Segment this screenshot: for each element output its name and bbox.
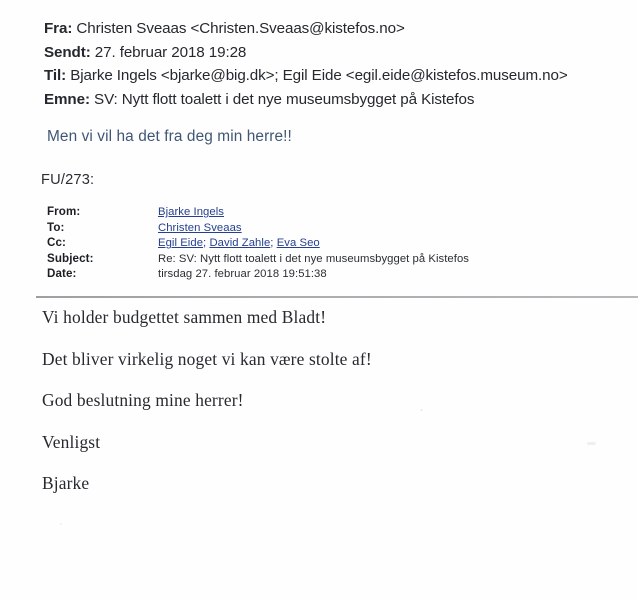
inner-label-subject: Subject: — [47, 251, 94, 265]
body-signoff: Venligst — [42, 431, 101, 452]
inner-label-from: From: — [47, 205, 81, 218]
inner-label-to: To: — [47, 220, 65, 234]
contact-link[interactable]: Egil Eide — [158, 237, 204, 250]
inner-value-to — [158, 222, 242, 234]
inner-header-row-from — [47, 205, 587, 221]
contact-link[interactable]: David Zahle — [209, 237, 271, 250]
inner-label-cc: Cc: — [47, 236, 66, 250]
header-value-sent: 27. februar 2018 19:28 — [94, 43, 247, 61]
contact-link[interactable]: Bjarke Ingels — [158, 206, 224, 218]
header-line-subject — [44, 88, 624, 112]
inner-email-header — [47, 205, 587, 283]
email-body — [42, 307, 602, 493]
body-signature-name: Bjarke — [42, 473, 90, 493]
contact-link[interactable]: Eva Seo — [276, 237, 320, 250]
inner-value-from — [158, 206, 224, 218]
body-paragraph: Det bliver virkelig noget vi kan være stolte af! — [42, 348, 372, 369]
header-label-subject: Emne: — [44, 90, 90, 108]
contact-link[interactable]: Christen Sveaas — [158, 221, 242, 234]
inner-header-row-cc — [47, 236, 587, 252]
reference-code: FU/273: — [41, 172, 95, 188]
body-paragraph: Vi holder budgettet sammen med Bladt! — [42, 307, 327, 327]
quoted-note: Men vi vil ha det fra deg min herre!! — [47, 128, 292, 145]
header-label-sent: Sendt: — [44, 43, 91, 61]
header-value-subject: SV: Nytt flott toalett i det nye museumsbygget på Kistefos — [94, 90, 475, 108]
header-line-from — [44, 17, 624, 41]
header-value-to: Bjarke Ingels <bjarke@big.dk>; Egil Eide <egil.eide@kistefos.museum.no> — [70, 67, 568, 84]
outer-email-header — [44, 17, 624, 111]
inner-value-subject: Re: SV: Nytt flott toalett i det nye museumsbygget på Kistefos — [158, 252, 469, 265]
inner-value-date: tirsdag 27. februar 2018 19:51:38 — [158, 268, 327, 281]
inner-header-row-to — [47, 221, 587, 237]
inner-value-cc: Egil Eide; David Zahle; Eva Seo — [158, 237, 320, 250]
header-body-divider — [36, 296, 638, 298]
header-line-to — [44, 64, 624, 88]
header-value-from: Christen Sveaas <Christen.Sveaas@kistefos.no> — [76, 20, 405, 37]
body-paragraph: God beslutning mine herrer! — [42, 390, 244, 410]
inner-header-row-date — [47, 267, 587, 283]
inner-header-row-subject — [47, 252, 587, 268]
scan-speck — [60, 523, 62, 525]
header-line-sent — [44, 41, 624, 65]
header-label-from: Fra: — [44, 20, 73, 37]
header-label-to: Til: — [44, 67, 67, 84]
inner-label-date: Date: — [47, 267, 77, 281]
